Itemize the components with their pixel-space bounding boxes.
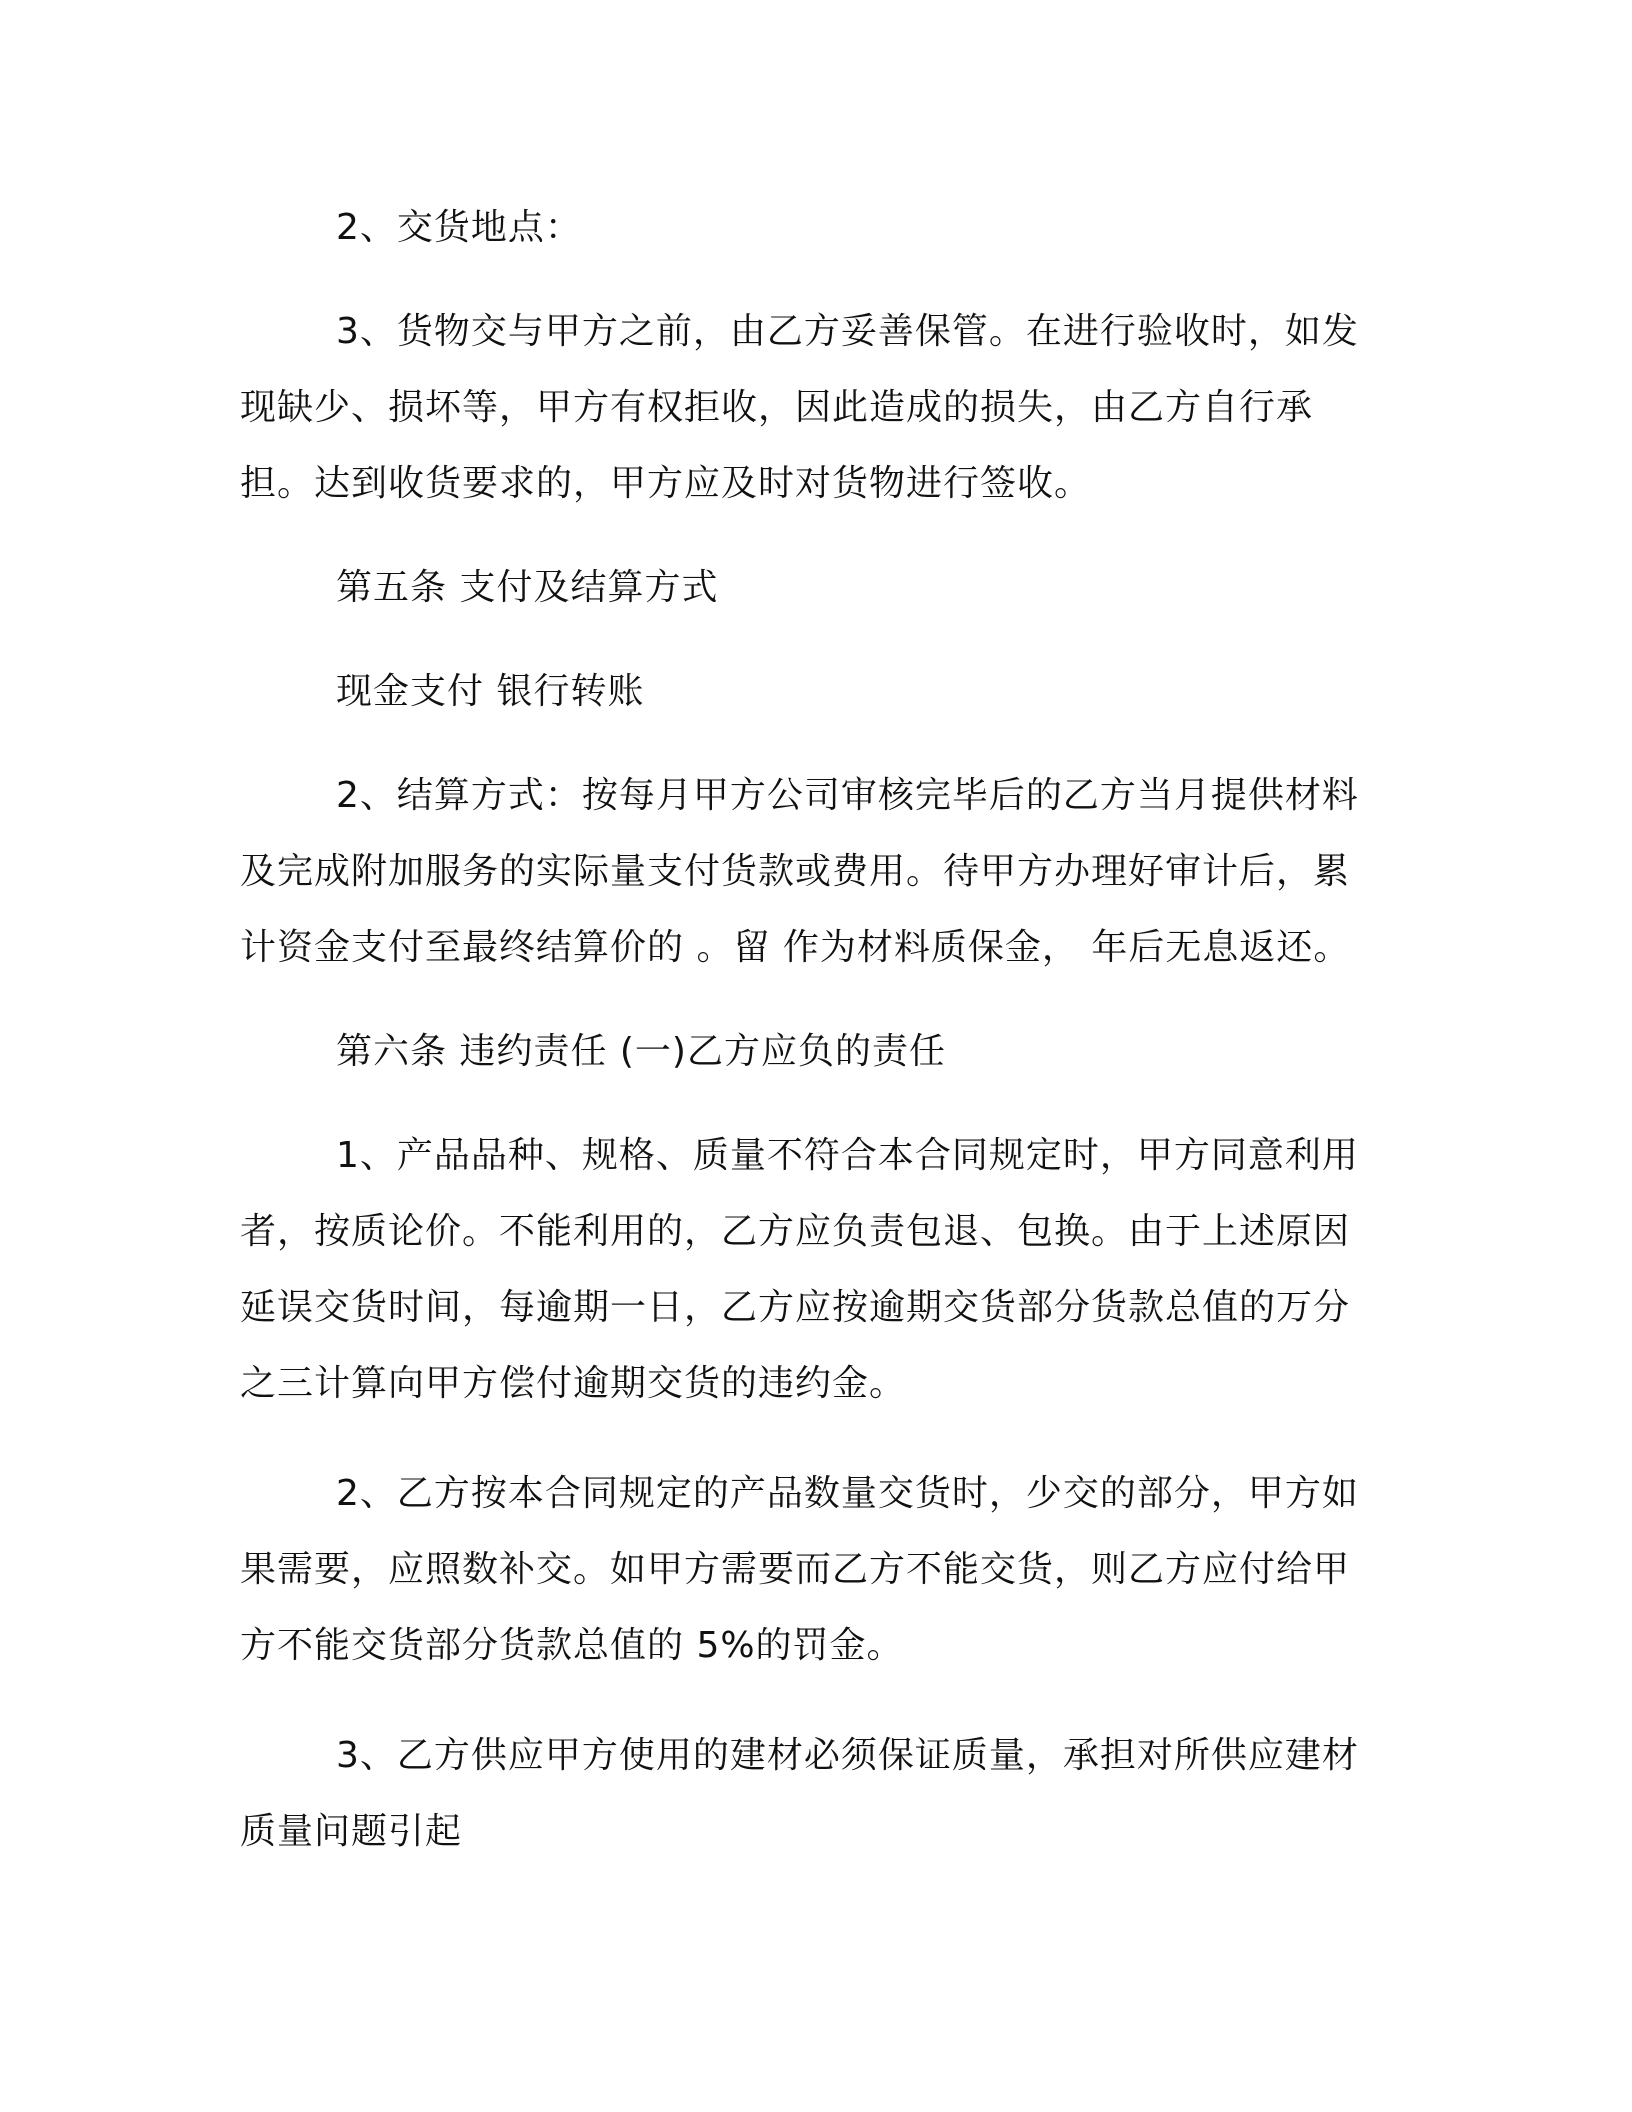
heading-article-5: 第五条 支付及结算方式 [336, 567, 719, 608]
paragraph-liability-1: 1、产品品种、规格、质量不符合本合同规定时，甲方同意利用者，按质论价。不能利用的，乙方应负责包退、包换。由于上述原因延误交货时间，每逾期一日，乙方应按逾期交货部分货款总值的万分之三计算向甲方偿付逾期交货的违约金。 [240, 1135, 1359, 1404]
paragraph-payment-methods: 现金支付 银行转账 [336, 671, 645, 712]
document-body [240, 190, 1380, 1870]
paragraph-liability-2: 2、乙方按本合同规定的产品数量交货时，少交的部分，甲方如果需要，应照数补交。如甲方需要而乙方不能交货，则乙方应付给甲方不能交货部分货款总值的 5%的罚金。 [240, 1473, 1359, 1666]
paragraph-delivery-location: 2、交货地点： [336, 207, 582, 248]
paragraph-storage-inspection: 3、货物交与甲方之前，由乙方妥善保管。在进行验收时，如发现缺少、损坏等，甲方有权拒收，因此造成的损失，由乙方自行承担。达到收货要求的，甲方应及时对货物进行签收。 [240, 311, 1359, 504]
paragraph-liability-3: 3、乙方供应甲方使用的建材必须保证质量，承担对所供应建材质量问题引起 [240, 1735, 1359, 1852]
heading-article-6: 第六条 违约责任 (一)乙方应负的责任 [336, 1031, 946, 1072]
paragraph-settlement: 2、结算方式：按每月甲方公司审核完毕后的乙方当月提供材料及完成附加服务的实际量支付货款或费用。待甲方办理好审计后，累计资金支付至最终结算价的 。留 作为材料质保金， 年后无息返还。 [240, 775, 1359, 968]
